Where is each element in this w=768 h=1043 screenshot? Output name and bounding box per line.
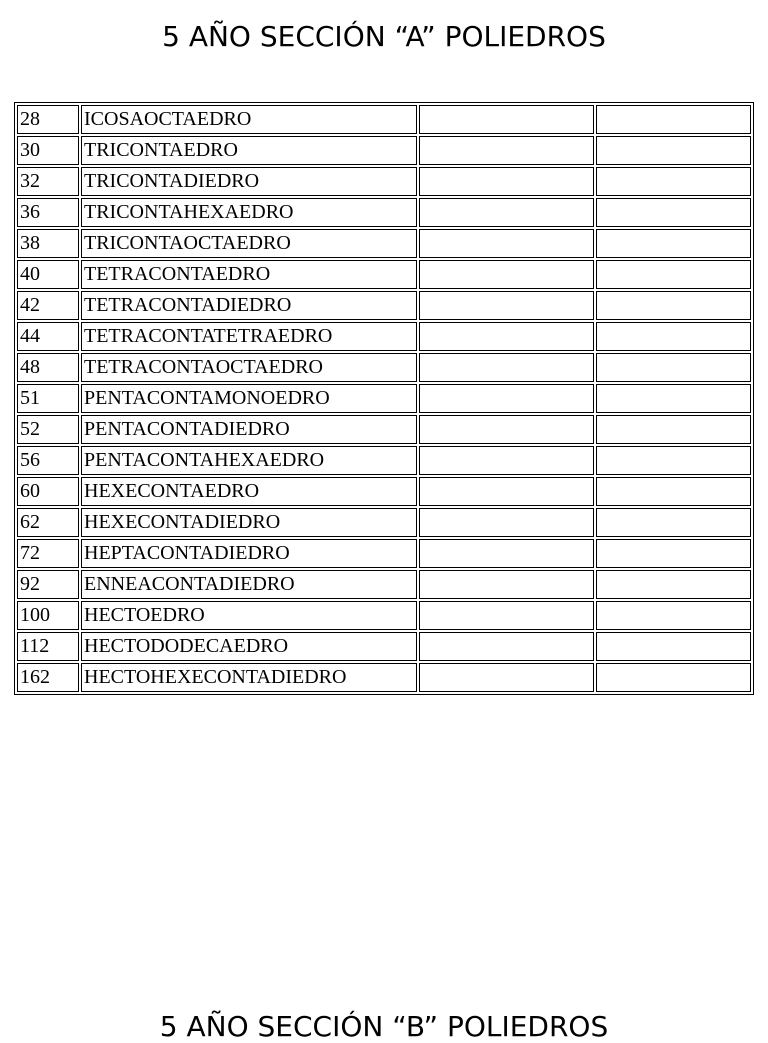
- polyhedron-name-cell: ICOSAOCTAEDRO: [81, 105, 417, 134]
- empty-answer-cell: [596, 539, 751, 568]
- face-count-cell: 60: [17, 477, 79, 506]
- face-count-cell: 52: [17, 415, 79, 444]
- empty-answer-cell: [419, 415, 594, 444]
- empty-answer-cell: [419, 601, 594, 630]
- face-count-cell: 62: [17, 508, 79, 537]
- empty-answer-cell: [419, 167, 594, 196]
- polyhedron-name-cell: HECTODODECAEDRO: [81, 632, 417, 661]
- face-count-cell: 44: [17, 322, 79, 351]
- empty-answer-cell: [419, 198, 594, 227]
- face-count-cell: 30: [17, 136, 79, 165]
- empty-answer-cell: [596, 601, 751, 630]
- face-count-cell: 56: [17, 446, 79, 475]
- page-title-section-a: 5 AÑO SECCIÓN “A” POLIEDROS: [162, 20, 606, 53]
- empty-answer-cell: [419, 384, 594, 413]
- face-count-cell: 112: [17, 632, 79, 661]
- table-row: [17, 663, 751, 692]
- face-count-cell: 38: [17, 229, 79, 258]
- polyhedron-name-cell: TETRACONTADIEDRO: [81, 291, 417, 320]
- empty-answer-cell: [419, 477, 594, 506]
- polyhedron-name-cell: HECTOHEXECONTADIEDRO: [81, 663, 417, 692]
- empty-answer-cell: [596, 167, 751, 196]
- empty-answer-cell: [596, 570, 751, 599]
- empty-answer-cell: [419, 632, 594, 661]
- empty-answer-cell: [596, 322, 751, 351]
- empty-answer-cell: [419, 136, 594, 165]
- table-row: [17, 322, 751, 351]
- face-count-cell: 162: [17, 663, 79, 692]
- polyhedron-name-cell: PENTACONTAHEXAEDRO: [81, 446, 417, 475]
- polyhedron-name-cell: HECTOEDRO: [81, 601, 417, 630]
- table-row: [17, 539, 751, 568]
- empty-answer-cell: [596, 415, 751, 444]
- polyhedron-name-cell: HEXECONTAEDRO: [81, 477, 417, 506]
- empty-answer-cell: [596, 477, 751, 506]
- empty-answer-cell: [419, 260, 594, 289]
- table-row: [17, 198, 751, 227]
- face-count-cell: 100: [17, 601, 79, 630]
- empty-answer-cell: [596, 260, 751, 289]
- table-row: [17, 105, 751, 134]
- polyhedron-name-cell: TETRACONTAEDRO: [81, 260, 417, 289]
- face-count-cell: 72: [17, 539, 79, 568]
- table-row: [17, 384, 751, 413]
- page-title-section-b: 5 AÑO SECCIÓN “B” POLIEDROS: [159, 1010, 609, 1043]
- polyhedra-table-body: [17, 105, 751, 692]
- table-row: [17, 260, 751, 289]
- empty-answer-cell: [419, 229, 594, 258]
- polyhedron-name-cell: TRICONTAHEXAEDRO: [81, 198, 417, 227]
- polyhedron-name-cell: TRICONTAOCTAEDRO: [81, 229, 417, 258]
- empty-answer-cell: [596, 291, 751, 320]
- empty-answer-cell: [596, 229, 751, 258]
- table-row: [17, 167, 751, 196]
- empty-answer-cell: [596, 663, 751, 692]
- face-count-cell: 48: [17, 353, 79, 382]
- empty-answer-cell: [419, 446, 594, 475]
- face-count-cell: 36: [17, 198, 79, 227]
- polyhedron-name-cell: HEPTACONTADIEDRO: [81, 539, 417, 568]
- table-row: [17, 291, 751, 320]
- face-count-cell: 92: [17, 570, 79, 599]
- empty-answer-cell: [419, 508, 594, 537]
- table-row: [17, 136, 751, 165]
- polyhedron-name-cell: TETRACONTAOCTAEDRO: [81, 353, 417, 382]
- empty-answer-cell: [596, 632, 751, 661]
- empty-answer-cell: [596, 446, 751, 475]
- empty-answer-cell: [419, 105, 594, 134]
- polyhedron-name-cell: ENNEACONTADIEDRO: [81, 570, 417, 599]
- empty-answer-cell: [596, 508, 751, 537]
- polyhedron-name-cell: PENTACONTAMONOEDRO: [81, 384, 417, 413]
- table-row: [17, 570, 751, 599]
- polyhedron-name-cell: PENTACONTADIEDRO: [81, 415, 417, 444]
- face-count-cell: 51: [17, 384, 79, 413]
- polyhedra-table: [14, 102, 754, 695]
- face-count-cell: 42: [17, 291, 79, 320]
- table-row: [17, 601, 751, 630]
- face-count-cell: 40: [17, 260, 79, 289]
- empty-answer-cell: [419, 353, 594, 382]
- empty-answer-cell: [596, 136, 751, 165]
- table-row: [17, 632, 751, 661]
- empty-answer-cell: [596, 105, 751, 134]
- empty-answer-cell: [419, 570, 594, 599]
- face-count-cell: 28: [17, 105, 79, 134]
- empty-answer-cell: [419, 291, 594, 320]
- face-count-cell: 32: [17, 167, 79, 196]
- polyhedron-name-cell: HEXECONTADIEDRO: [81, 508, 417, 537]
- table-row: [17, 229, 751, 258]
- table-row: [17, 353, 751, 382]
- empty-answer-cell: [596, 353, 751, 382]
- polyhedron-name-cell: TETRACONTATETRAEDRO: [81, 322, 417, 351]
- table-row: [17, 477, 751, 506]
- table-row: [17, 508, 751, 537]
- polyhedron-name-cell: TRICONTAEDRO: [81, 136, 417, 165]
- empty-answer-cell: [419, 663, 594, 692]
- table-row: [17, 446, 751, 475]
- table-row: [17, 415, 751, 444]
- empty-answer-cell: [596, 384, 751, 413]
- empty-answer-cell: [419, 539, 594, 568]
- polyhedron-name-cell: TRICONTADIEDRO: [81, 167, 417, 196]
- empty-answer-cell: [419, 322, 594, 351]
- empty-answer-cell: [596, 198, 751, 227]
